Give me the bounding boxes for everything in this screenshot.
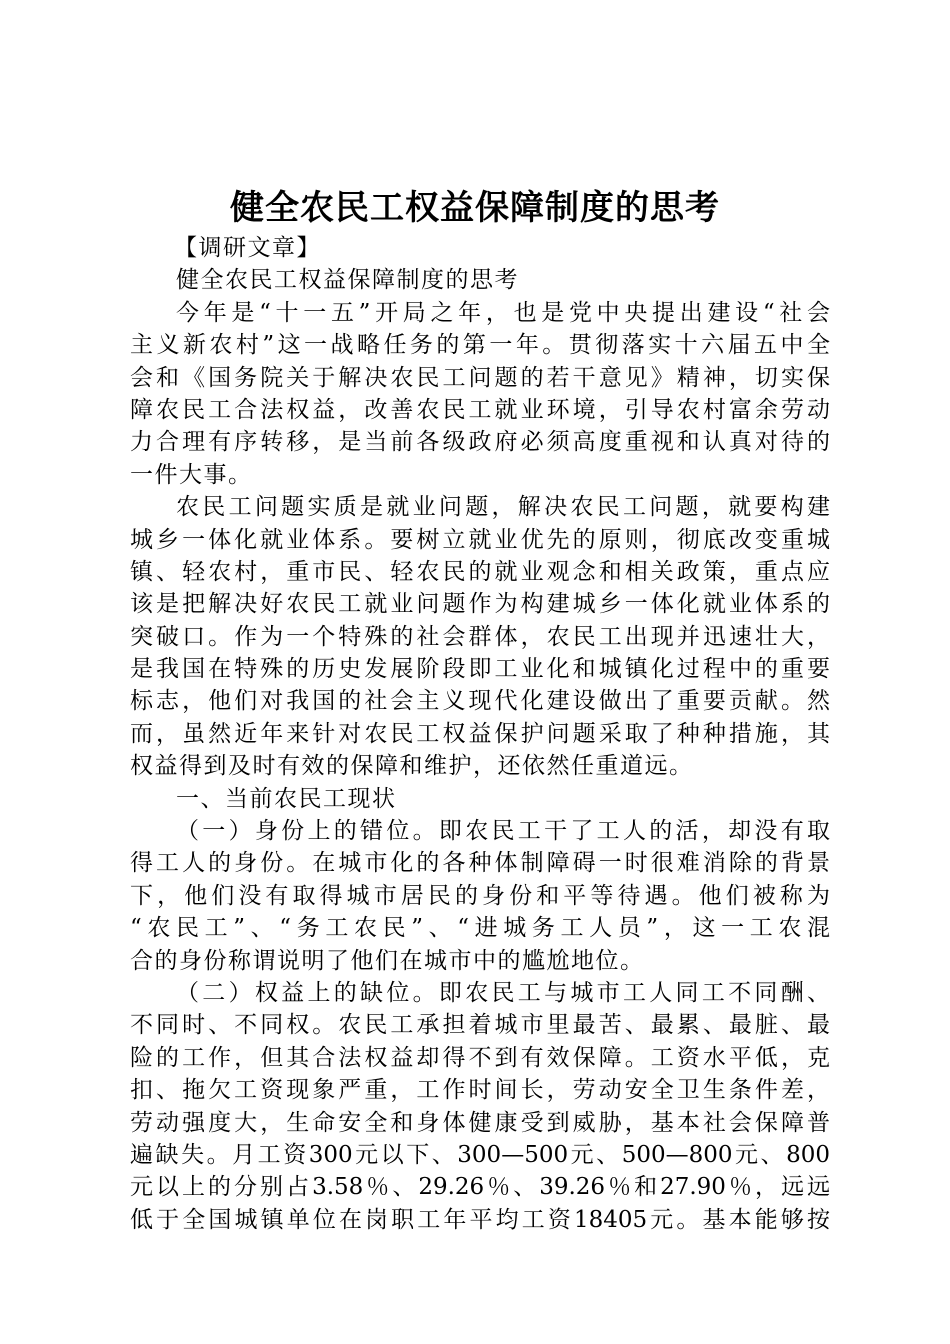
section-heading: 一、当前农民工现状 [176,785,397,812]
paragraph-line: 险的工作，但其合法权益却得不到有效保障。工资水平低，克 [130,1044,830,1071]
paragraph-line: 是我国在特殊的历史发展阶段即工业化和城镇化过程中的重要 [130,656,830,683]
paragraph-line: （二）权益上的缺位。即农民工与城市工人同工不同酬、 [176,979,830,1006]
paragraph-line: 主义新农村”这一战略任务的第一年。贯彻落实十六届五中全 [130,332,830,359]
document-title: 健全农民工权益保障制度的思考 [230,188,720,228]
category-tag: 【调研文章】 [174,235,321,261]
document-body [130,232,830,1236]
paragraph-line: 该是把解决好农民工就业问题作为构建城乡一体化就业体系的 [130,591,830,618]
paragraph-line: 一件大事。 [130,461,253,488]
article-subtitle: 健全农民工权益保障制度的思考 [176,267,519,294]
paragraph-line: 不同时、不同权。农民工承担着城市里最苦、最累、最脏、最 [130,1012,830,1039]
paragraph-line: 障农民工合法权益，改善农民工就业环境，引导农村富余劳动 [130,396,830,423]
paragraph-line: 而，虽然近年来针对农民工权益保护问题采取了种种措施，其 [130,720,830,747]
paragraph-line: 镇、轻农村，重市民、轻农民的就业观念和相关政策，重点应 [130,558,830,585]
paragraph-line: 权益得到及时有效的保障和维护，还依然任重道远。 [130,753,694,780]
paragraph-line: 力合理有序转移，是当前各级政府必须高度重视和认真对待的 [130,429,830,456]
paragraph-line: 得工人的身份。在城市化的各种体制障碍一时很难消除的背景 [130,850,830,877]
paragraph-line: 会和《国务院关于解决农民工问题的若干意见》精神，切实保 [130,364,830,391]
paragraph-line: 城乡一体化就业体系。要树立就业优先的原则，彻底改变重城 [130,526,830,553]
paragraph-line: 今年是“十一五”开局之年，也是党中央提出建设“社会 [176,299,830,326]
paragraph-line: 合的身份称谓说明了他们在城市中的尴尬地位。 [130,947,645,974]
paragraph-line: 劳动强度大，生命安全和身体健康受到威胁，基本社会保障普 [130,1109,830,1136]
paragraph-line: 下，他们没有取得城市居民的身份和平等待遇。他们被称为 [130,882,830,909]
paragraph-line: 突破口。作为一个特殊的社会群体，农民工出现并迅速壮大， [130,623,830,650]
paragraph-line: 元以上的分别占3.58％、29.26％、39.26％和27.90％，远远 [130,1174,830,1201]
paragraph-line: （一）身份上的错位。即农民工干了工人的活，却没有取 [176,818,830,845]
paragraph-line: 农民工问题实质是就业问题，解决农民工问题，就要构建 [176,494,830,521]
paragraph-line: 扣、拖欠工资现象严重，工作时间长，劳动安全卫生条件差， [130,1077,830,1104]
paragraph-line: 遍缺失。月工资300元以下、300—500元、500—800元、800 [130,1141,830,1168]
paragraph-line: “农民工”、“务工农民”、“进城务工人员”，这一工农混 [130,915,830,942]
paragraph-line: 标志，他们对我国的社会主义现代化建设做出了重要贡献。然 [130,688,830,715]
paragraph-line: 低于全国城镇单位在岗职工年平均工资18405元。基本能够按 [130,1206,830,1233]
